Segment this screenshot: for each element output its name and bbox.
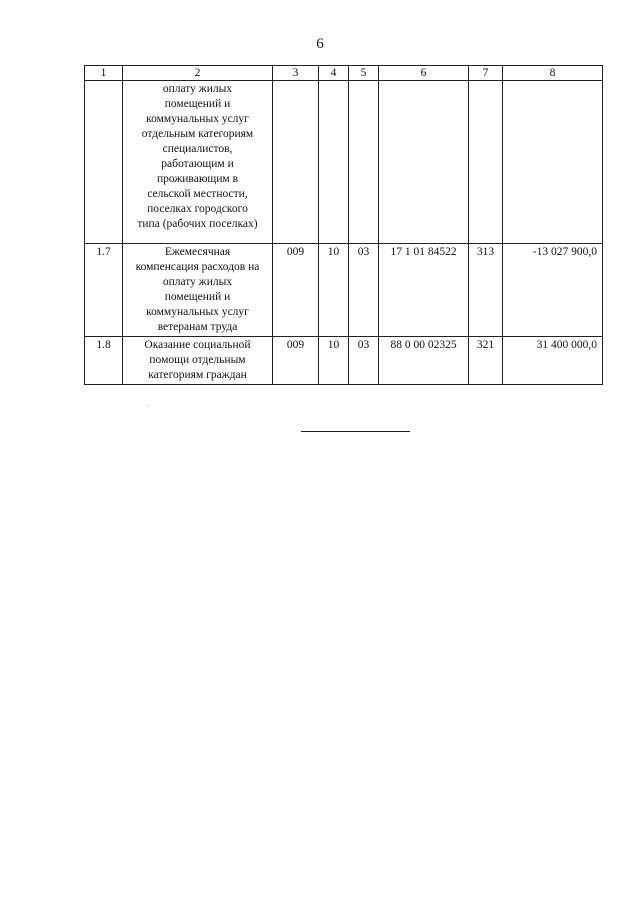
description-line: работающим и	[161, 158, 234, 170]
cell-col5: 03	[349, 337, 379, 385]
cell-col3	[273, 81, 319, 244]
column-header: 4	[319, 66, 349, 81]
description-line: категориям граждан	[148, 369, 247, 381]
description-line: помощи отдельным	[149, 354, 246, 366]
cell-num	[85, 81, 123, 244]
cell-col7: 313	[469, 244, 503, 337]
description-line: типа (рабочих поселках)	[137, 218, 258, 230]
description-line: поселках городского	[147, 203, 248, 215]
description-line: Ежемесячная	[164, 246, 231, 258]
budget-table	[84, 65, 603, 385]
cell-col4: 10	[319, 337, 349, 385]
cell-col7: 321	[469, 337, 503, 385]
cell-num: 1.7	[85, 244, 123, 337]
column-header: 7	[469, 66, 503, 81]
cell-col3: 009	[273, 244, 319, 337]
cell-col8	[503, 81, 603, 244]
description-line: специалистов,	[162, 143, 233, 155]
description-line: помещений и	[164, 291, 231, 303]
cell-col6: 88 0 00 02325	[379, 337, 469, 385]
description-line: коммунальных услуг	[146, 306, 249, 318]
column-header: 1	[85, 66, 123, 81]
description-line: Оказание социальной	[144, 339, 251, 351]
cell-col8: 31 400 000,0	[503, 337, 603, 385]
cell-col5: 03	[349, 244, 379, 337]
table-row	[85, 337, 603, 385]
column-header: 5	[349, 66, 379, 81]
description-line: компенсация расходов на	[135, 261, 260, 273]
column-header: 6	[379, 66, 469, 81]
closing-rule	[301, 431, 410, 432]
scan-speck	[148, 405, 149, 406]
table-header-row	[85, 66, 603, 81]
description-line: оплату жилых	[162, 83, 233, 95]
cell-description	[123, 337, 273, 385]
description-line: помещений и	[164, 98, 231, 110]
page-number: 6	[316, 36, 324, 52]
table-row-continuation	[85, 81, 603, 244]
cell-col7	[469, 81, 503, 244]
cell-col6: 17 1 01 84522	[379, 244, 469, 337]
column-header: 8	[503, 66, 603, 81]
cell-col6	[379, 81, 469, 244]
cell-col4: 10	[319, 244, 349, 337]
cell-col4	[319, 81, 349, 244]
column-header: 3	[273, 66, 319, 81]
cell-description	[123, 81, 273, 244]
description-line: сельской местности,	[147, 188, 248, 200]
column-header: 2	[123, 66, 273, 81]
cell-col5	[349, 81, 379, 244]
cell-num: 1.8	[85, 337, 123, 385]
table-row	[85, 244, 603, 337]
description-line: проживающим в	[156, 173, 239, 185]
cell-description	[123, 244, 273, 337]
cell-col3: 009	[273, 337, 319, 385]
description-line: ветеранам труда	[157, 321, 238, 333]
description-line: отдельным категориям	[141, 128, 254, 140]
description-line: коммунальных услуг	[146, 113, 249, 125]
cell-col8: -13 027 900,0	[503, 244, 603, 337]
description-line: оплату жилых	[162, 276, 233, 288]
